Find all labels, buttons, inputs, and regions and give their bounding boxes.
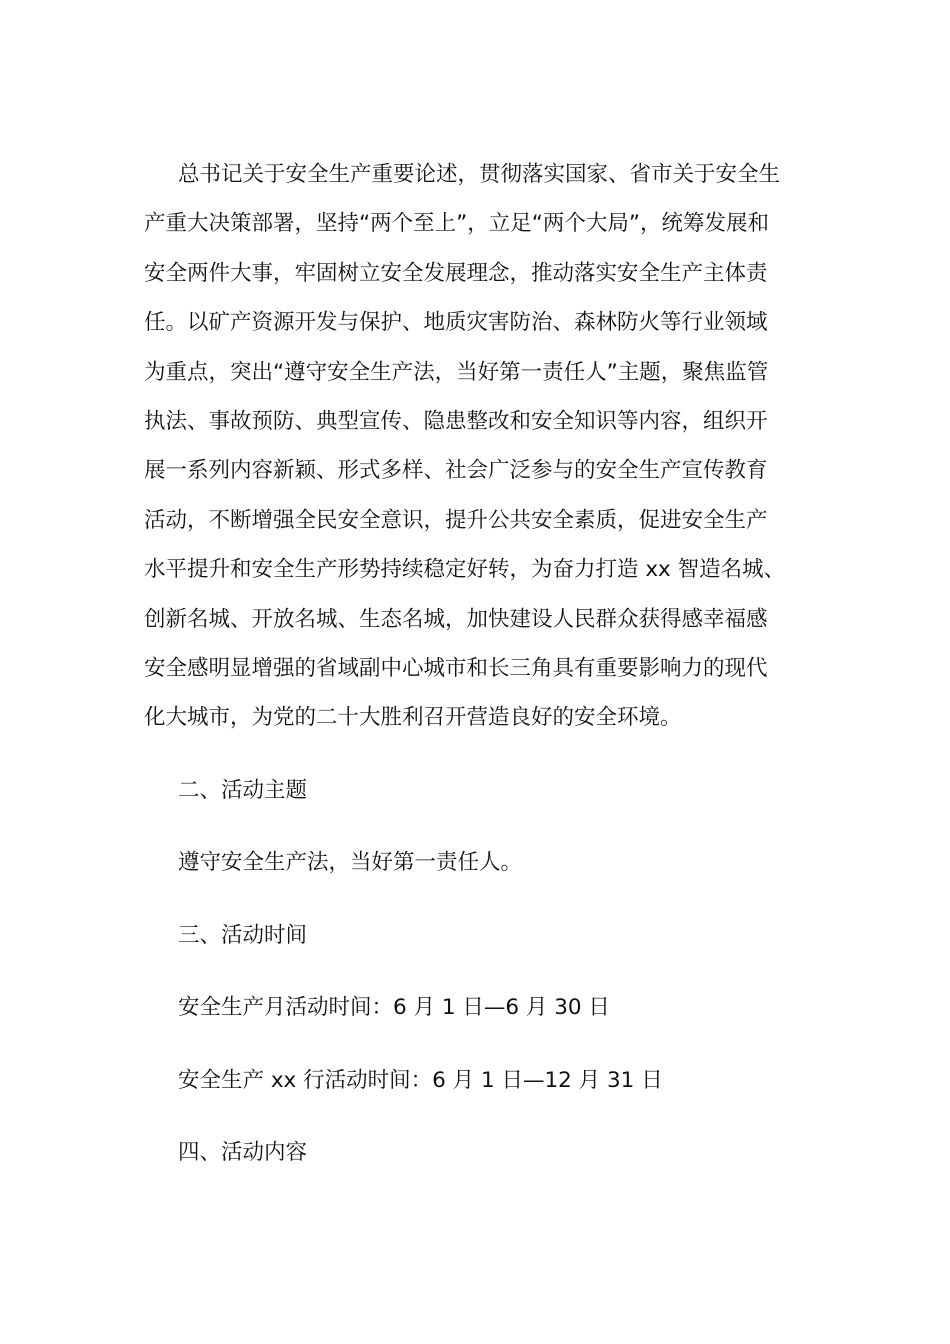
intro-paragraph-line: 展一系列内容新颖、形式多样、社会广泛参与的安全生产宣传教育: [144, 458, 768, 484]
intro-paragraph-line: 产重大决策部署，坚持“两个至上”，立足“两个大局”，统筹发展和: [144, 211, 770, 237]
section-2-heading: 二、活动主题: [178, 777, 308, 803]
paragraph-spacer: [144, 960, 806, 983]
section-3-month-time: 安全生产月活动时间：6 月 1 日—6 月 30 日: [178, 995, 610, 1021]
section-3-heading: 三、活动时间: [178, 922, 308, 948]
intro-paragraph-line: 活动，不断增强全民安全意识，提升公共安全素质，促进安全生产: [144, 507, 768, 533]
paragraph-spacer: [144, 743, 806, 766]
intro-paragraph-line: 执法、事故预防、典型宣传、隐患整改和安全知识等内容，组织开: [144, 409, 768, 435]
intro-paragraph-line: 任。以矿产资源开发与保护、地质灾害防治、森林防火等行业领域: [144, 310, 768, 336]
intro-paragraph-line: 化大城市，为党的二十大胜利召开营造良好的安全环境。: [144, 705, 682, 731]
section-4-heading: 四、活动内容: [178, 1139, 308, 1165]
intro-paragraph-line: 为重点，突出“遵守安全生产法，当好第一责任人”主题，聚焦监管: [144, 359, 769, 385]
section-2-body: 遵守安全生产法，当好第一责任人。: [178, 850, 523, 876]
document-body: [144, 150, 806, 1177]
paragraph-spacer: [144, 815, 806, 838]
intro-paragraph-line: 总书记关于安全生产重要论述，贯彻落实国家、省市关于安全生: [178, 162, 781, 187]
section-3-xx-time: 安全生产 xx 行活动时间：6 月 1 日—12 月 31 日: [178, 1067, 663, 1093]
paragraph-spacer: [144, 1033, 806, 1056]
paragraph-spacer: [144, 1105, 806, 1128]
paragraph-spacer: [144, 888, 806, 911]
intro-paragraph-line: 创新名城、开放名城、生态名城，加快建设人民群众获得感幸福感: [144, 606, 768, 632]
intro-paragraph-line: 安全两件大事，牢固树立安全发展理念，推动落实安全生产主体责: [144, 260, 768, 286]
intro-paragraph-line: 水平提升和安全生产形势持续稳定好转，为奋力打造 xx 智造名城、: [144, 557, 786, 583]
intro-paragraph-line: 安全感明显增强的省域副中心城市和长三角具有重要影响力的现代: [144, 656, 768, 682]
